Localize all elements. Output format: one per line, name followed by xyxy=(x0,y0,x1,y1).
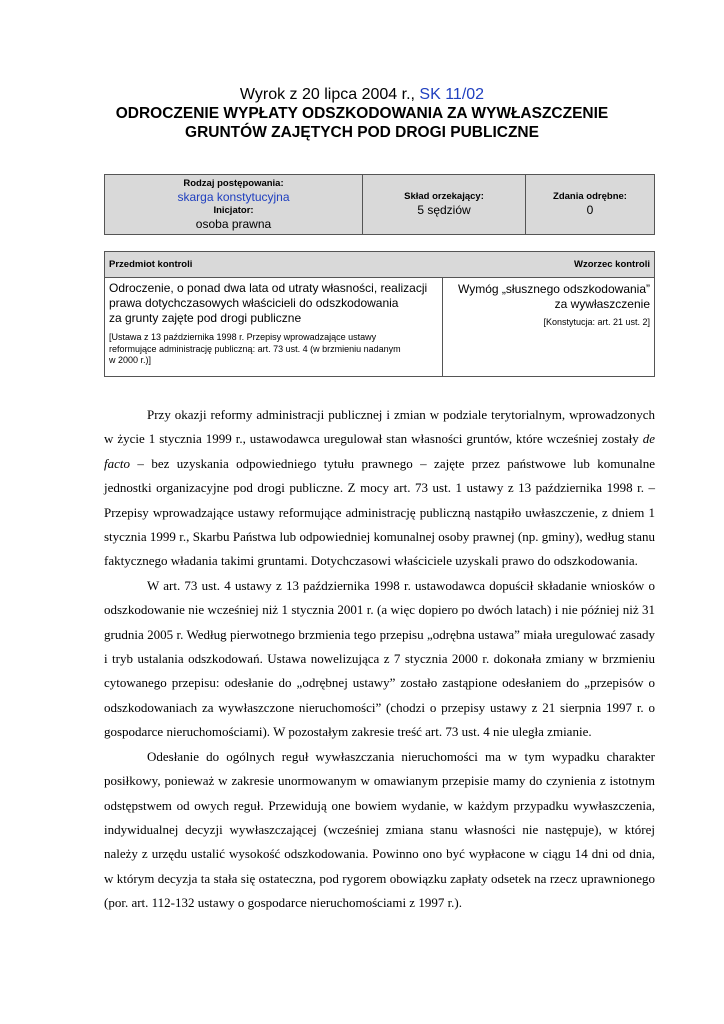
panel-cell xyxy=(363,175,526,234)
subject-text xyxy=(109,281,438,326)
pattern-header: Wzorzec kontroli xyxy=(573,259,650,270)
dissent-label: Zdania odrębne: xyxy=(553,191,627,202)
dissent-cell xyxy=(526,175,654,234)
pattern-text xyxy=(447,282,650,312)
paragraph-1: Przy okazji reformy administracji publicznej i zmian w podziale terytorialnym, wprowadzonych w życie 1 stycznia 1999 r., ustawodawca uregulował stan własności gruntów, które wcześniej zostały de facto – bez uzyskania odpowiedniego tytułu prawnego – zajęte przez państwowe lub komunalne jednostki organizacyjne pod drogi publiczne. Z mocy art. 73 ust. 1 ustawy z 13 października 1998 r. – Przepisy wprowadzające ustawy reformujące administrację publiczną nastąpiło uwłaszczenie, z dniem 1 stycznia 1999 r., Skarbu Państwa lub odpowiedniej komunalnej osoby prawnej (np. gminy), według stanu faktycznego władania takimi gruntami. Dotychczasowi właściciele uzyskali prawo do odszkodowania. xyxy=(104,407,655,569)
document-body xyxy=(104,403,655,916)
pattern-line: Wymóg „słusznego odszkodowania” xyxy=(458,282,650,296)
reference-line: [Ustawa z 13 października 1998 r. Przepisy wprowadzające ustawy xyxy=(109,332,377,342)
case-number-link[interactable]: SK 11/02 xyxy=(419,86,485,103)
dissent-value: 0 xyxy=(586,203,594,217)
initiator-label: Inicjator: xyxy=(213,204,254,216)
italic-phrase: de facto xyxy=(104,431,655,471)
pattern-cell xyxy=(443,278,654,377)
reference-line: w 2000 r.)] xyxy=(109,355,152,365)
control-body xyxy=(105,278,654,377)
judgment-date: Wyrok z 20 lipca 2004 r., xyxy=(239,86,420,103)
subject-line: prawa dotychczasowych właścicieli do odszkodowania xyxy=(109,296,399,310)
subject-line: za grunty zajęte pod drogi publiczne xyxy=(109,311,302,325)
subject-header: Przedmiot kontroli xyxy=(109,259,193,270)
judgment-title xyxy=(80,85,644,104)
control-box xyxy=(104,251,655,377)
reference-line: reformujące administrację publiczną: art. 73 ust. 4 (w brzmieniu nadanym xyxy=(109,343,401,354)
subject-cell xyxy=(105,278,443,377)
heading-line-2: GRUNTÓW ZAJĘTYCH POD DROGI PUBLICZNE xyxy=(185,124,539,141)
case-info-box xyxy=(104,174,655,235)
document-header xyxy=(80,85,644,142)
initiator-value: osoba prawna xyxy=(195,216,272,231)
proceeding-label: Rodzaj postępowania: xyxy=(183,177,284,189)
paragraph-3: Odesłanie do ogólnych reguł wywłaszczania nieruchomości ma w tym wypadku charakter posiłkowy, ponieważ w zakresie unormowanym w omawianym przepisie mamy do czynienia z istotnym odstępstwem od owych reguł. Przewidują one bowiem wydanie, w każdym przypadku wywłaszczenia, indywidualnej decyzji wywłaszczającej (wcześniej zmiana stanu własności nie następuje), w której należy z urzędu ustalić wysokość odszkodowania. Powinno ono być wypłacone w ciągu 14 dni od dnia, w którym decyzja ta stała się ostateczna, pod rygorem obowiązku zapłaty odsetek na rzecz uprawnionego (por. art. 112-132 ustawy o gospodarce nieruchomościami z 1997 r.). xyxy=(104,748,655,911)
proceeding-cell xyxy=(105,175,363,234)
heading-line-1: ODROCZENIE WYPŁATY ODSZKODOWANIA ZA WYWŁASZCZENIE xyxy=(115,105,609,122)
control-header xyxy=(105,252,654,278)
proceeding-value[interactable]: skarga konstytucyjna xyxy=(177,189,290,204)
panel-value: 5 sędziów xyxy=(417,203,471,217)
pattern-line: za wywłaszczenie xyxy=(554,297,650,311)
pattern-reference: [Konstytucja: art. 21 ust. 2] xyxy=(543,317,650,327)
subject-reference xyxy=(109,332,438,367)
panel-label: Skład orzekający: xyxy=(404,191,484,202)
subject-line: Odroczenie, o ponad dwa lata od utraty własności, realizacji xyxy=(109,281,428,295)
paragraph-2: W art. 73 ust. 4 ustawy z 13 października 1998 r. ustawodawca dopuścił składanie wniosków o odszkodowanie nie wcześniej niż 1 stycznia 2001 r. (a więc dopiero po dwóch latach) i nie później niż 31 grudnia 2005 r. Według pierwotnego brzmienia tego przepisu „odrębna ustawa” miała uregulować zasady i tryb ustalania odszkodowań. Ustawa nowelizująca z 7 stycznia 2000 r. dokonała zmiany w brzmieniu cytowanego przepisu: odesłanie do „odrębnej ustawy” zostało zastąpione odesłaniem do „przepisów o odszkodowaniach za wywłaszczone nieruchomości” (chodzi o przepisy ustawy z 21 sierpnia 1997 r. o gospodarce nieruchomościami). W pozostałym zakresie treść art. 73 ust. 4 nie uległa zmianie. xyxy=(104,577,655,740)
